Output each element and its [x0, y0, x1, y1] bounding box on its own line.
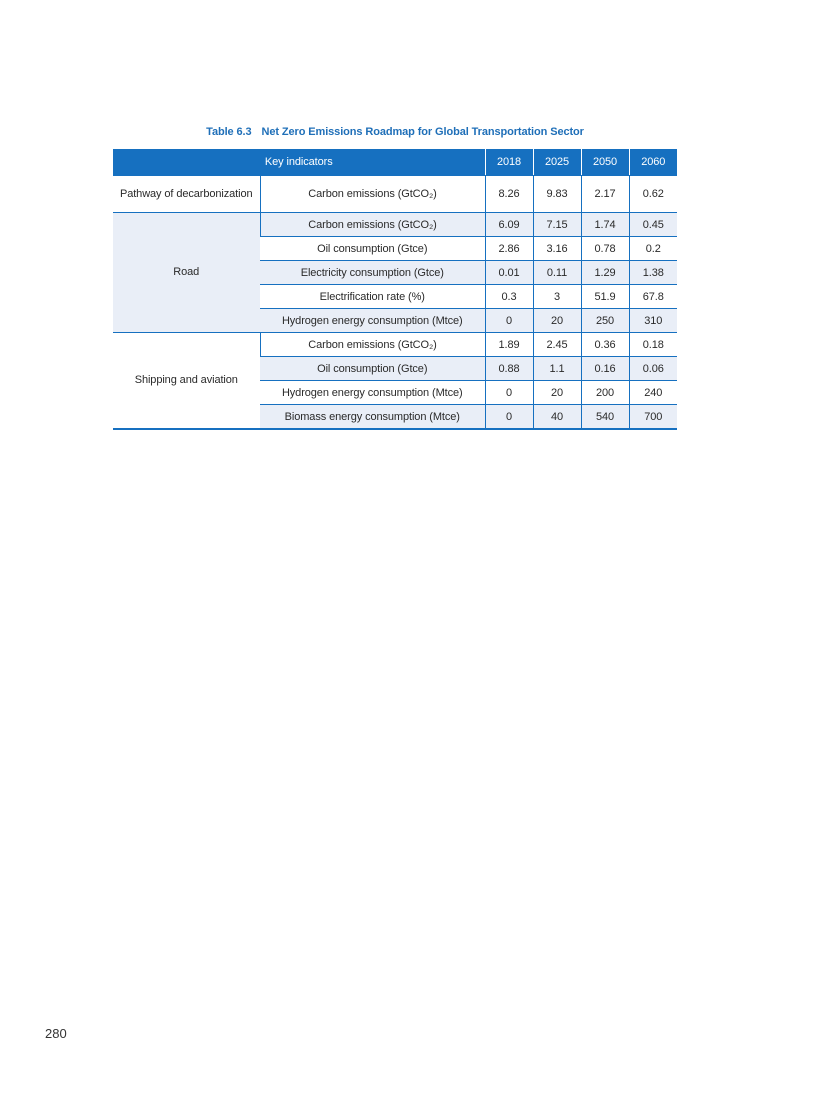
value-cell: 0.36 — [581, 333, 629, 357]
value-cell: 40 — [533, 405, 581, 430]
value-cell: 2.86 — [485, 237, 533, 261]
value-cell: 1.89 — [485, 333, 533, 357]
value-cell: 1.29 — [581, 261, 629, 285]
value-cell: 700 — [629, 405, 677, 430]
value-cell: 0.88 — [485, 357, 533, 381]
value-cell: 6.09 — [485, 213, 533, 237]
table-title: Net Zero Emissions Roadmap for Global Transportation Sector — [261, 126, 584, 138]
table-row — [113, 333, 677, 357]
table-number: Table 6.3 — [206, 126, 252, 138]
indicator-cell: Hydrogen energy consumption (Mtce) — [260, 309, 485, 333]
roadmap-table — [113, 149, 677, 430]
value-cell: 0.16 — [581, 357, 629, 381]
value-cell: 0.11 — [533, 261, 581, 285]
value-cell: 0.2 — [629, 237, 677, 261]
indicator-cell: Carbon emissions (GtCO₂) — [260, 333, 485, 357]
value-cell: 3 — [533, 285, 581, 309]
indicator-cell: Carbon emissions (GtCO₂) — [260, 213, 485, 237]
value-cell: 20 — [533, 309, 581, 333]
page-number: 280 — [45, 1026, 67, 1041]
value-cell: 0.18 — [629, 333, 677, 357]
value-cell: 250 — [581, 309, 629, 333]
value-cell: 67.8 — [629, 285, 677, 309]
indicator-cell: Oil consumption (Gtce) — [260, 237, 485, 261]
category-cell: Road — [113, 213, 260, 333]
value-cell: 2.17 — [581, 176, 629, 213]
value-cell: 310 — [629, 309, 677, 333]
value-cell: 0 — [485, 405, 533, 430]
value-cell: 200 — [581, 381, 629, 405]
value-cell: 0.01 — [485, 261, 533, 285]
table-row — [113, 176, 677, 213]
value-cell: 7.15 — [533, 213, 581, 237]
value-cell: 0.62 — [629, 176, 677, 213]
category-cell: Pathway of decarbonization — [113, 176, 260, 213]
header-year: 2018 — [485, 149, 533, 176]
indicator-cell: Biomass energy consumption (Mtce) — [260, 405, 485, 430]
value-cell: 540 — [581, 405, 629, 430]
value-cell: 20 — [533, 381, 581, 405]
header-row — [113, 149, 677, 176]
header-year: 2060 — [629, 149, 677, 176]
indicator-cell: Electricity consumption (Gtce) — [260, 261, 485, 285]
table-caption — [113, 126, 677, 138]
value-cell: 0.78 — [581, 237, 629, 261]
value-cell: 0.06 — [629, 357, 677, 381]
value-cell: 0 — [485, 309, 533, 333]
indicator-cell: Electrification rate (%) — [260, 285, 485, 309]
table-row — [113, 213, 677, 237]
header-key-indicators: Key indicators — [113, 149, 485, 176]
value-cell: 1.1 — [533, 357, 581, 381]
value-cell: 0.45 — [629, 213, 677, 237]
value-cell: 3.16 — [533, 237, 581, 261]
value-cell: 8.26 — [485, 176, 533, 213]
value-cell: 0 — [485, 381, 533, 405]
value-cell: 1.74 — [581, 213, 629, 237]
indicator-cell: Carbon emissions (GtCO₂) — [260, 176, 485, 213]
category-cell: Shipping and aviation — [113, 333, 260, 430]
header-year: 2025 — [533, 149, 581, 176]
value-cell: 51.9 — [581, 285, 629, 309]
indicator-cell: Hydrogen energy consumption (Mtce) — [260, 381, 485, 405]
value-cell: 240 — [629, 381, 677, 405]
value-cell: 9.83 — [533, 176, 581, 213]
indicator-cell: Oil consumption (Gtce) — [260, 357, 485, 381]
value-cell: 1.38 — [629, 261, 677, 285]
header-year: 2050 — [581, 149, 629, 176]
value-cell: 0.3 — [485, 285, 533, 309]
value-cell: 2.45 — [533, 333, 581, 357]
